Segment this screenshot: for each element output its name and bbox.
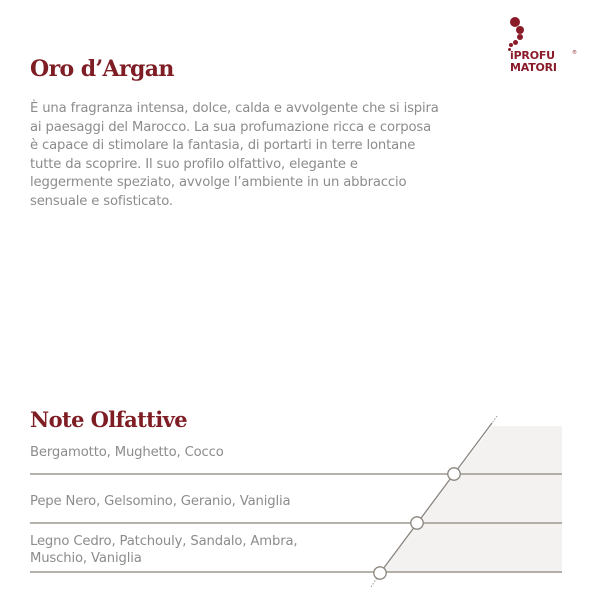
logo-line-2: MATORI bbox=[510, 61, 557, 74]
logo-dot-5 bbox=[509, 43, 513, 47]
logo-dot-4 bbox=[513, 40, 518, 45]
notes-title: Note Olfattive bbox=[30, 407, 188, 432]
registered-mark: ® bbox=[572, 50, 577, 56]
product-title: Oro d’Argan bbox=[30, 56, 174, 82]
logo-wordmark bbox=[510, 50, 557, 74]
note-level-heart: Pepe Nero, Gelsomino, Geranio, Vaniglia bbox=[30, 494, 291, 509]
brand-logo bbox=[498, 14, 588, 84]
note-level-base: Legno Cedro, Patchouly, Sandalo, Ambra, Muschio, Vaniglia bbox=[30, 534, 298, 566]
logo-line-1: iPROFU bbox=[510, 49, 555, 62]
note-level-top: Bergamotto, Mughetto, Cocco bbox=[30, 445, 224, 460]
logo-dot-2 bbox=[516, 26, 524, 34]
logo-dot-3 bbox=[517, 34, 523, 40]
product-description: È una fragranza intensa, dolce, calda e avvolgente che si ispira ai paesaggi del Marocco. La sua profumazione ricca e corposa è capace di stimolare la fantasia, di portarti in terre lontane tutte da scoprire. Il suo profilo olfattivo, elegante e leggermente speziato, avvolge l’ambiente in un abbraccio sensuale e sofisticato. bbox=[30, 101, 439, 209]
